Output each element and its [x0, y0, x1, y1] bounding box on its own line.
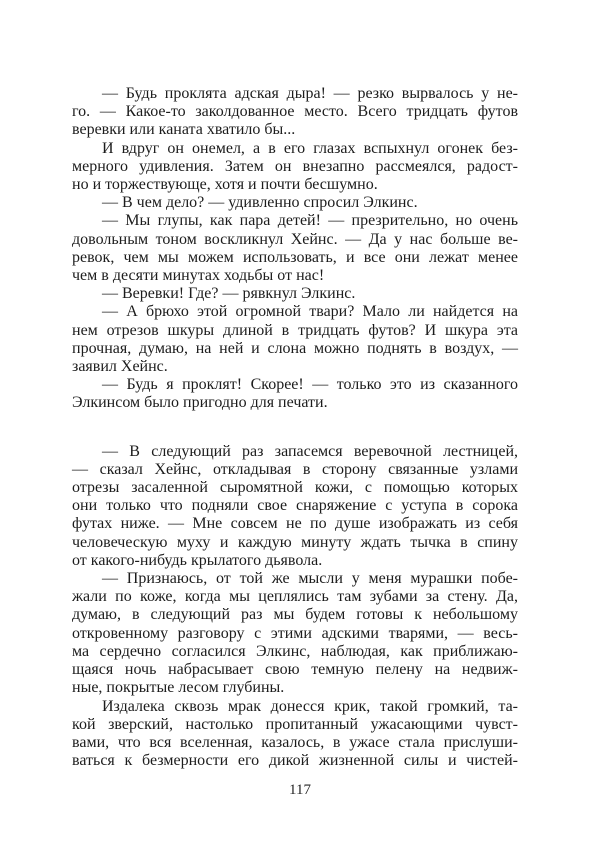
text-line: нем отрезов шкуры длиной в тридцать футов? И шкура эта — [72, 321, 518, 339]
text-line: но и торжествующе, хотя и почти бесшумно. — [72, 176, 378, 194]
paragraph — [72, 194, 518, 212]
text-line: кой зверский, настолько пропитанный ужасающими чувст- — [72, 715, 518, 733]
text-line: вами, что вся вселенная, казалось, в ужасе стала прислуши- — [72, 733, 518, 751]
text-line: человеческую муху и каждую минуту ждать тычка в спину — [72, 533, 518, 551]
text-line: — Признаюсь, от той же мысли у меня мурашки побе- — [102, 570, 518, 588]
text-line: — Веревки! Где? — рявкнул Элкинс. — [102, 285, 356, 303]
paragraph — [72, 698, 518, 771]
text-line: — сказал Хейнс, откладывая в сторону связанные узлами — [72, 460, 518, 478]
text-line: они только что подняли свое снаряжение с уступа в сорока — [72, 497, 518, 515]
text-line: откровенному разговору с этими адскими тварями, — весь- — [72, 624, 518, 642]
text-line: футах ниже. — Мне совсем не по душе изображать из себя — [72, 515, 518, 533]
paragraph — [72, 212, 518, 285]
text-section — [72, 85, 518, 413]
paragraph — [72, 285, 518, 303]
text-line: — В следующий раз запасемся веревочной лестницей, — [102, 442, 518, 460]
text-line: довольным тоном воскликнул Хейнс. — Да у нас больше ве- — [72, 230, 518, 248]
text-line: Элкинсом было пригодно для печати. — [72, 394, 328, 412]
paragraph — [72, 443, 518, 570]
text-line: — В чем дело? — удивленно спросил Элкинс. — [102, 194, 418, 212]
text-line: отрезы засаленной сыромятной кожи, с помощью которых — [72, 479, 518, 497]
paragraph — [72, 570, 518, 697]
paragraph — [72, 85, 518, 140]
text-line: ревок, чем мы можем использовать, и все они лежат менее — [72, 248, 518, 266]
text-line: — Будь я проклят! Скорее! — только это из сказанного — [102, 376, 518, 394]
paragraph — [72, 376, 518, 412]
text-line: щаяся ночь набрасывает свою темную пелену на недвиж- — [72, 661, 518, 679]
text-section — [72, 443, 518, 771]
text-line: ма сердечно согласился Элкинс, наблюдая, как приближаю- — [72, 642, 518, 660]
text-line: Издалека сквозь мрак донесся крик, такой громкий, та- — [102, 697, 518, 715]
text-line: думаю, в следующий раз мы будем готовы к небольшому — [72, 606, 518, 624]
paragraph — [72, 140, 518, 195]
text-line: чем в десяти минутах ходьбы от нас! — [72, 267, 325, 285]
text-line: — Будь проклята адская дыра! — резко вырвалось у не- — [102, 85, 518, 102]
text-line: — Мы глупы, как пара детей! — презрительно, но очень — [102, 212, 518, 230]
text-line: И вдруг он онемел, а в его глазах вспыхнул огонек без- — [102, 139, 518, 157]
paragraph — [72, 303, 518, 376]
text-line: заявил Хейнс. — [72, 358, 168, 376]
page-text-block — [72, 85, 518, 770]
text-line: — А брюхо этой огромной твари? Мало ли найдется на — [102, 303, 518, 321]
text-line: мерного удивления. Затем он внезапно рассмеялся, радост- — [72, 157, 518, 175]
text-line: ные, покрытые лесом глубины. — [72, 679, 285, 697]
text-line: го. — Какое-то заколдованное место. Всего тридцать футов — [72, 103, 518, 121]
page-number: 117 — [289, 782, 311, 798]
text-line: прочная, думаю, на ней и слона можно поднять в воздух, — — [72, 339, 518, 357]
text-line: от какого-нибудь крылатого дьявола. — [72, 551, 323, 569]
text-line: ваться к безмерности его дикой жизненной силы и чистей- — [72, 752, 518, 770]
text-line: веревки или каната хватило бы... — [72, 121, 296, 139]
text-line: жали по коже, когда мы цеплялись там зубами за стену. Да, — [72, 588, 518, 606]
